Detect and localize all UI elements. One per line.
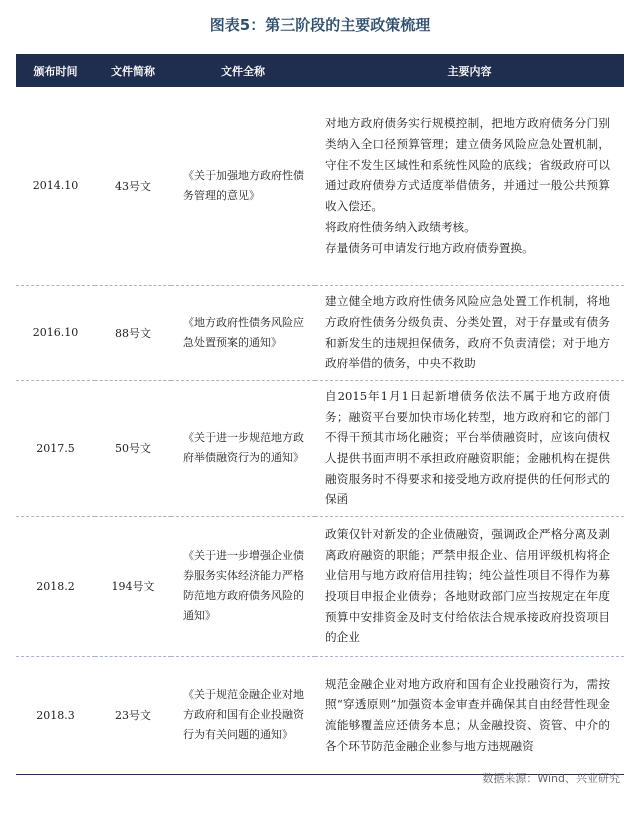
row-date: 2016.10 (16, 285, 95, 380)
content-paragraph: 规范金融企业对地方政府和国有企业投融资行为，需按照“穿透原则”加强资本金审查并确保其自由经营性现金流能够覆盖应还债务本息；从金融投资、资管、中介的各个环节防范金融企业参与地方违规融资 (325, 676, 610, 753)
table-row (16, 656, 624, 774)
row-short-name: 23号文 (95, 656, 171, 774)
figure-title: 图表5：第三阶段的主要政策梳理 (209, 16, 431, 34)
row-full-name: 《关于加强地方政府性债务管理的意见》 (171, 87, 315, 285)
row-full-name: 《关于进一步增强企业债券服务实体经济能力严格防范地方政府债务风险的通知》 (171, 516, 315, 656)
content-paragraph: 政策仅针对新发的企业债融资，强调政企严格分离及剥离政府融资的职能；严禁申报企业、信用评级机构将企业信用与地方政府信用挂钩；纯公益性项目不得作为募投项目申报企业债券；各地财政部门应当按规定在年度预算中安排资金及时支付给依法合规承接政府投资项目的企业 (325, 526, 610, 645)
table-row (16, 516, 624, 656)
content-paragraph: 将政府性债务纳入政绩考核。 (325, 219, 476, 234)
row-content (315, 285, 624, 380)
row-date: 2017.5 (16, 380, 95, 516)
row-full-name: 《关于规范金融企业对地方政府和国有企业投融资行为有关问题的通知》 (171, 656, 315, 774)
row-short-name: 43号文 (95, 87, 171, 285)
table-row (16, 380, 624, 516)
header-short-name: 文件简称 (95, 54, 171, 87)
content-paragraph: 自2015年1月1日起新增债务依法不属于地方政府债务；融资平台要加快市场化转型，地方政府和它的部门不得干预其市场化融资；平台举债融资时，应该向债权人提供书面声明不承担政府融资职能；金融机构在提供融资服务时不得要求和接受地方政府提供的任何形式的保函 (325, 388, 610, 507)
data-source-note: 数据来源：Wind、兴业研究 (482, 772, 620, 785)
table-row (16, 285, 624, 380)
row-short-name: 88号文 (95, 285, 171, 380)
table-row (16, 87, 624, 285)
row-content (315, 87, 624, 285)
content-paragraph: 存量债务可申请发行地方政府债券置换。 (325, 240, 534, 255)
content-paragraph: 建立健全地方政府性债务风险应急处置工作机制，将地方政府性债务分级负责、分类处置，对于存量或有债务和新发生的违规担保债务，政府不负责清偿；对于地方政府举借的债务，中央不救助 (325, 294, 610, 371)
content-paragraph: 对地方政府债务实行规模控制，把地方政府债务分门别类纳入全口径预算管理；建立债务风险应急处置机制，守住不发生区域性和系统性风险的底线；省级政府可以通过政府债券方式适度举借债务，并通过一般公共预算收入偿还。 (325, 116, 610, 214)
table-header-row (16, 54, 624, 87)
row-date: 2014.10 (16, 87, 95, 285)
row-short-name: 194号文 (95, 516, 171, 656)
row-date: 2018.2 (16, 516, 95, 656)
row-short-name: 50号文 (95, 380, 171, 516)
policy-table (16, 54, 624, 775)
row-date: 2018.3 (16, 656, 95, 774)
row-full-name: 《地方政府性债务风险应急处置预案的通知》 (171, 285, 315, 380)
header-content: 主要内容 (315, 54, 624, 87)
row-content (315, 380, 624, 516)
header-full-name: 文件全称 (171, 54, 315, 87)
row-full-name: 《关于进一步规范地方政府举债融资行为的通知》 (171, 380, 315, 516)
row-content (315, 656, 624, 774)
row-content (315, 516, 624, 656)
header-date: 颁布时间 (16, 54, 95, 87)
